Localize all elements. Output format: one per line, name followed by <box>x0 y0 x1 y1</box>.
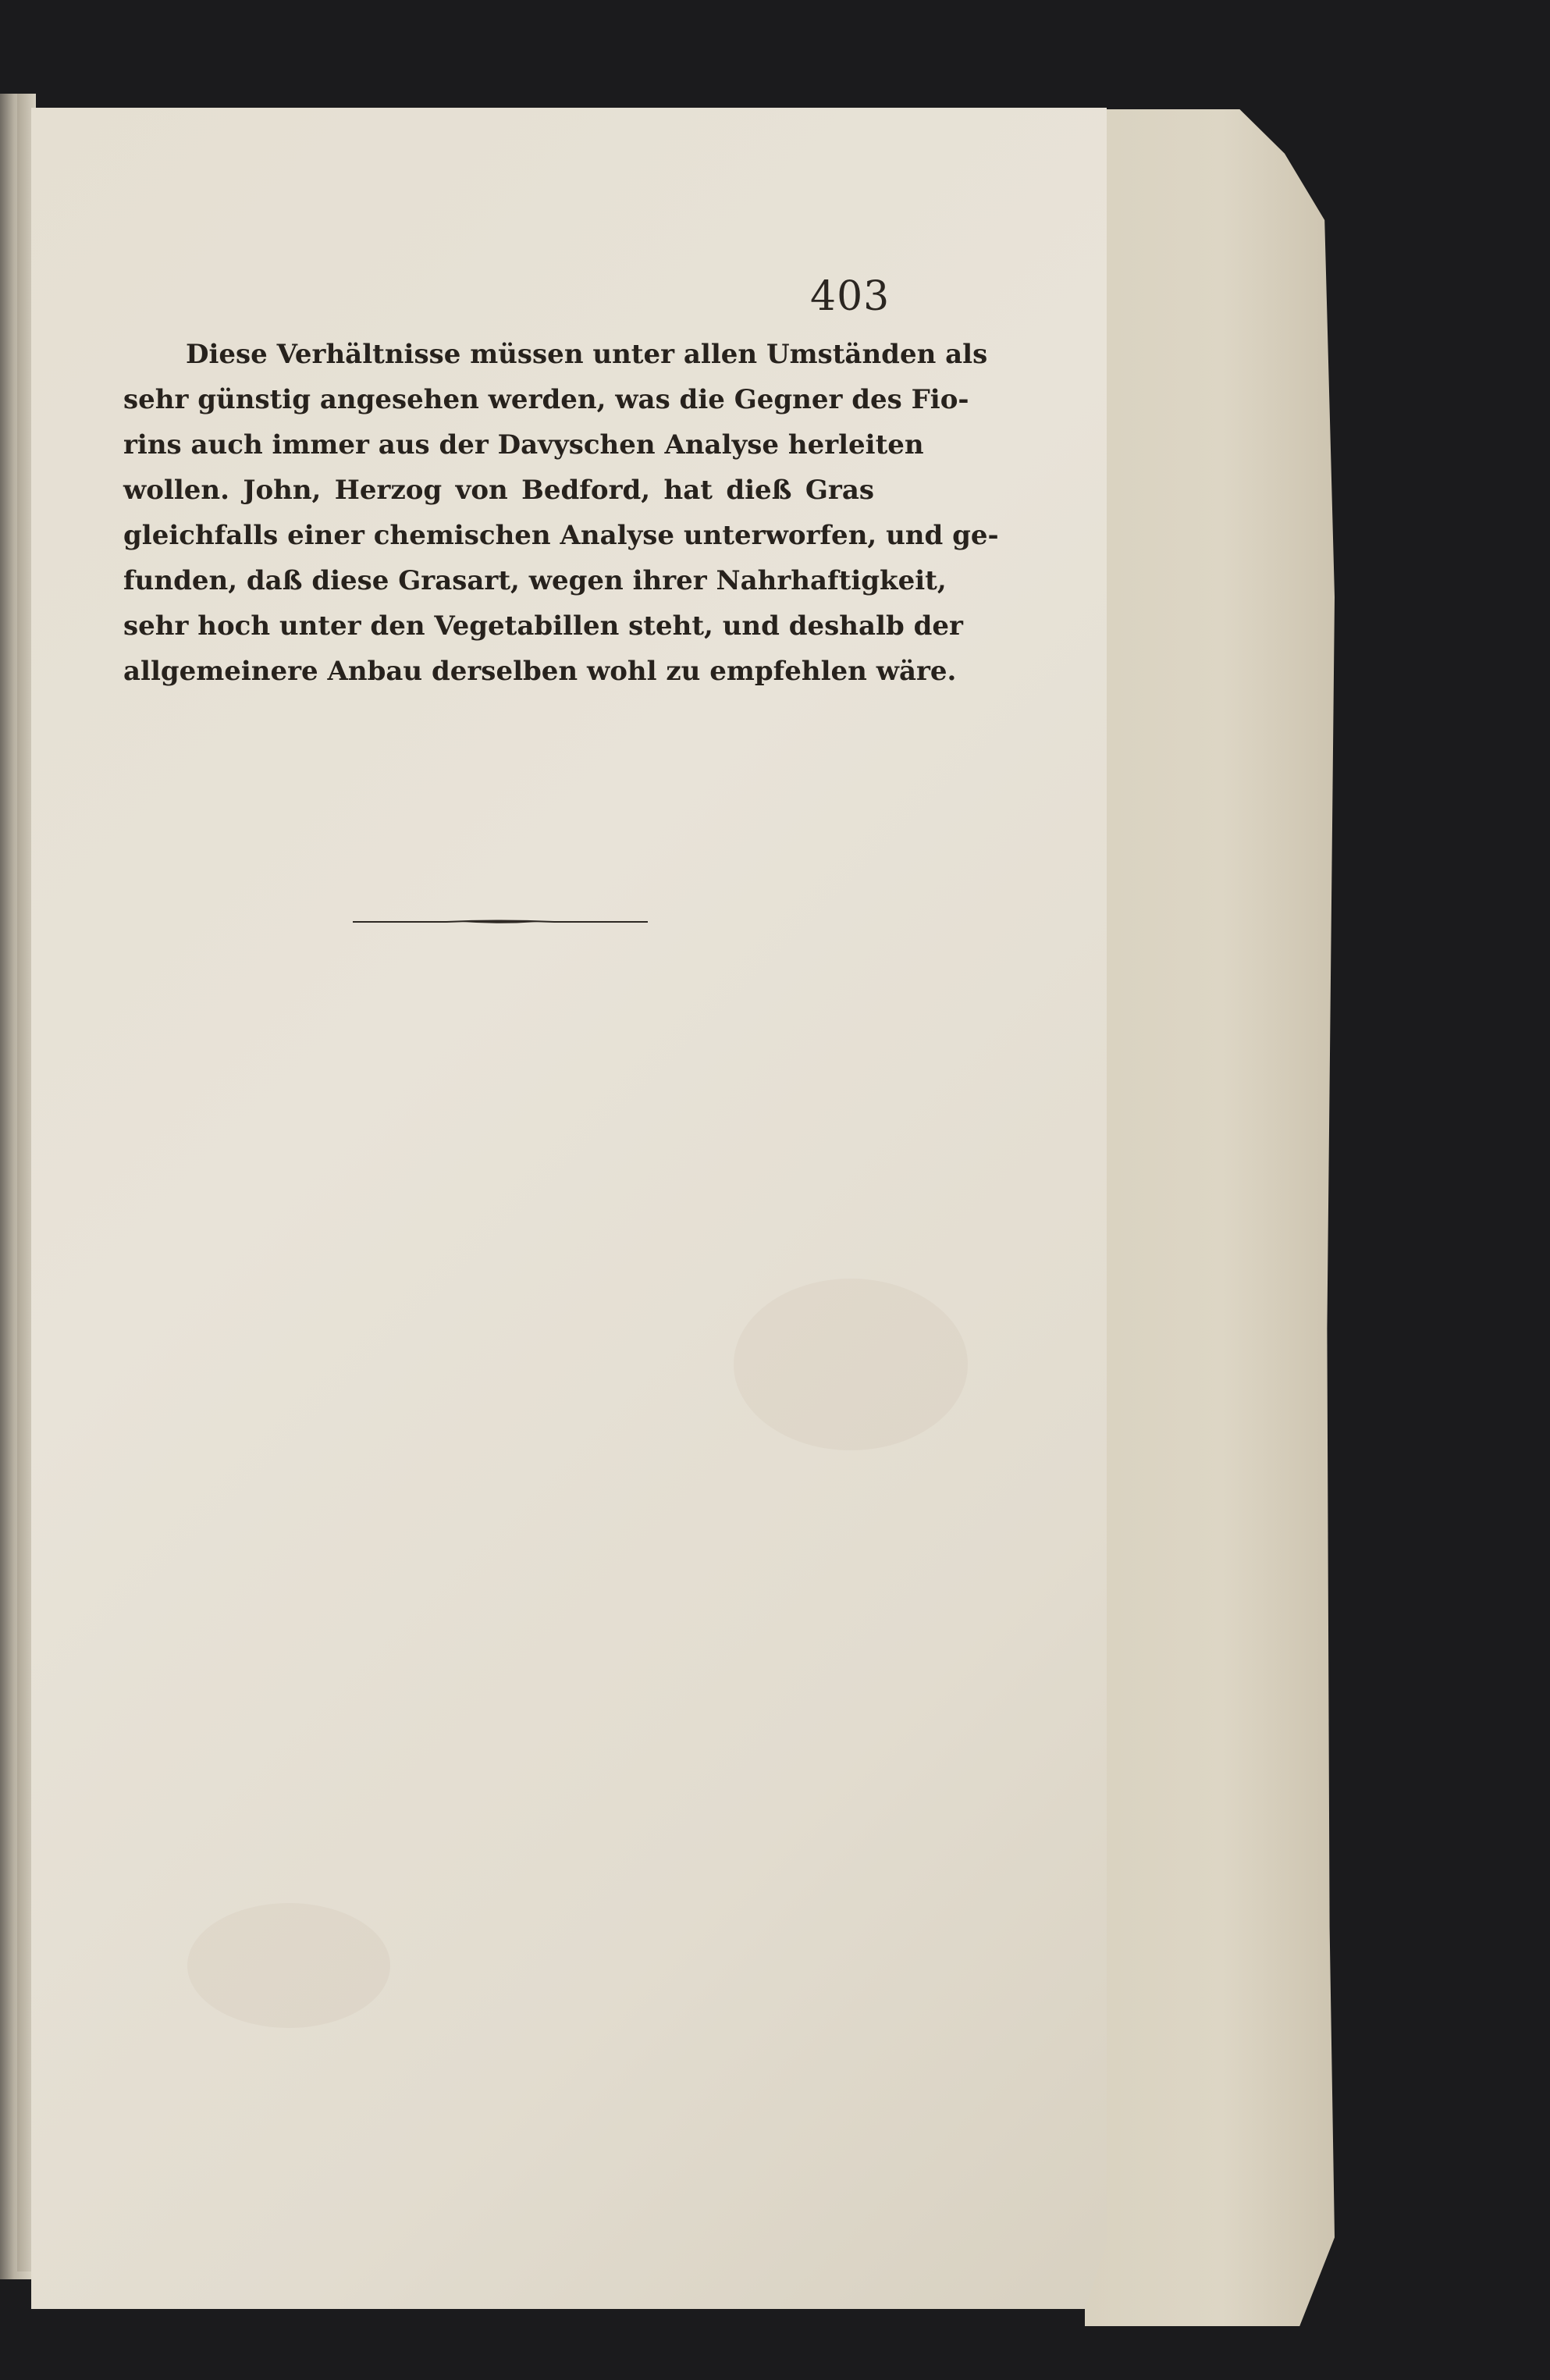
back-leaf-edge <box>1085 109 1335 2326</box>
paragraph-line: allgemeinere Anbau derselben wohl zu empfehlen wäre. <box>123 656 957 687</box>
page-number: 403 <box>810 273 891 320</box>
paragraph-line: gleichfalls einer chemischen Analyse unterworfen, und ge- <box>123 520 999 551</box>
paragraph-line: rins auch immer aus der Davyschen Analyse herleiten <box>123 429 924 461</box>
paragraph-line: funden, daß diese Grasart, wegen ihrer Nahrhaftigkeit, <box>123 565 947 596</box>
paragraph-line: sehr günstig angesehen werden, was die Gegner des Fio- <box>123 384 969 415</box>
body-paragraph <box>123 332 999 694</box>
paper-stain <box>187 1903 390 2028</box>
paragraph-line: wollen. John, Herzog von Bedford, hat dieß Gras <box>123 475 874 506</box>
paragraph-line: sehr hoch unter den Vegetabillen steht, und deshalb der <box>123 610 963 642</box>
section-divider-rule <box>353 920 648 924</box>
paper-stain <box>734 1279 968 1450</box>
paragraph-line: Diese Verhältnisse müssen unter allen Umständen als <box>186 339 988 370</box>
